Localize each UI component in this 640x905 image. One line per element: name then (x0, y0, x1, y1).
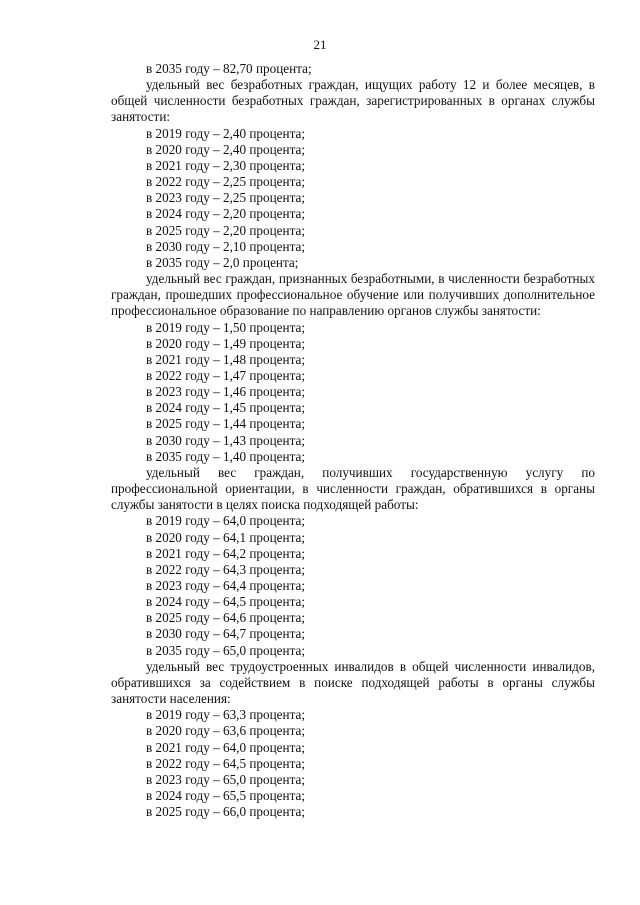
year-value-line: в 2030 году – 1,43 процента; (146, 432, 306, 448)
year-value-line: в 2019 году – 2,40 процента; (146, 125, 306, 141)
year-value-line: в 2035 году – 65,0 процента; (146, 642, 306, 658)
year-value-line: в 2025 году – 2,20 процента; (146, 222, 306, 238)
indicator-paragraph: удельный вес граждан, получивших государственную услугу по профессиональной ориентации, в численности граждан, обратившихся в органы службы занятости в целях поиска подходящей работы: (111, 464, 595, 513)
year-value-line: в 2035 году – 1,40 процента; (146, 448, 306, 464)
year-value-line: в 2023 году – 64,4 процента; (146, 578, 306, 593)
page-number: 21 (313, 37, 327, 52)
year-value-line: в 2025 году – 1,44 процента; (146, 416, 306, 432)
year-value-line: в 2025 году – 64,6 процента; (146, 610, 306, 626)
year-value-line: в 2030 году – 2,10 процента; (146, 238, 306, 254)
year-value-line: в 2024 году – 65,5 процента; (146, 788, 306, 804)
year-value-line: в 2023 году – 1,46 процента; (146, 384, 306, 400)
year-value-line: в 2020 году – 1,49 процента; (146, 335, 306, 351)
year-value-line: в 2022 году – 64,5 процента; (146, 755, 306, 771)
year-value-line: в 2024 году – 64,5 процента; (146, 594, 306, 610)
year-value-line: в 2035 году – 2,0 процента; (146, 254, 299, 270)
year-value-line: в 2030 году – 64,7 процента; (146, 626, 306, 642)
year-value-line: в 2022 году – 2,25 процента; (146, 174, 306, 190)
year-value-line: в 2019 году – 1,50 процента; (146, 319, 306, 335)
year-value-line: в 2022 году – 1,47 процента; (146, 367, 306, 383)
year-value-line: в 2025 году – 66,0 процента; (146, 804, 306, 820)
year-value-line: в 2021 году – 64,2 процента; (146, 545, 306, 561)
document-body (111, 61, 595, 820)
year-value-line: в 2021 году – 64,0 процента; (146, 739, 306, 755)
year-value-line: в 2035 году – 82,70 процента; (146, 61, 312, 76)
year-value-line: в 2020 году – 63,6 процента; (146, 723, 306, 739)
year-value-line: в 2021 году – 2,30 процента; (146, 157, 306, 173)
indicator-paragraph: удельный вес трудоустроенных инвалидов в общей численности инвалидов, обратившихся за содействием в поиске подходящей работы в органы службы занятости населения: (111, 658, 595, 707)
year-value-line: в 2021 году – 1,48 процента; (146, 351, 306, 367)
year-value-line: в 2023 году – 2,25 процента; (146, 190, 306, 206)
indicator-paragraph: удельный вес граждан, признанных безработными, в численности безработных граждан, прошедших профессиональное обучение или получивших дополнительное профессиональное образование по направлению органов службы занятости: (111, 271, 595, 319)
year-value-line: в 2020 году – 2,40 процента; (146, 141, 306, 157)
year-value-line: в 2020 году – 64,1 процента; (146, 529, 306, 545)
year-value-line: в 2019 году – 64,0 процента; (146, 513, 306, 529)
year-value-line: в 2024 году – 1,45 процента; (146, 400, 306, 416)
year-value-line: в 2022 году – 64,3 процента; (146, 561, 306, 577)
indicator-paragraph: удельный вес безработных граждан, ищущих работу 12 и более месяцев, в общей численности безработных граждан, зарегистрированных в органах службы занятости: (111, 77, 595, 125)
year-value-line: в 2019 году – 63,3 процента; (146, 707, 306, 723)
year-value-line: в 2023 году – 65,0 процента; (146, 771, 306, 787)
year-value-line: в 2024 году – 2,20 процента; (146, 206, 306, 222)
